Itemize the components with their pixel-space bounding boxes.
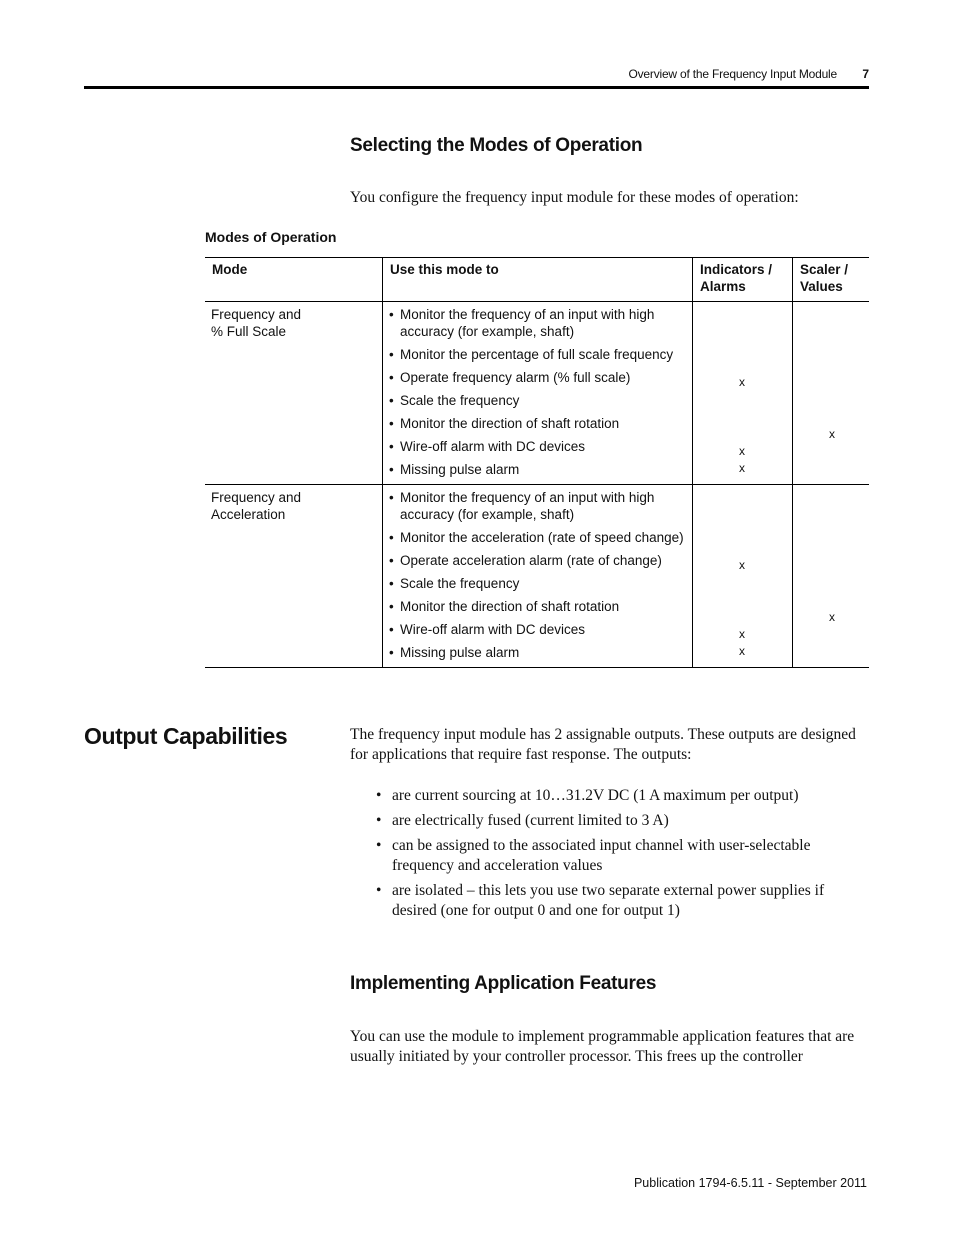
output-heading: Output Capabilities: [84, 723, 288, 749]
uses-cell: [383, 302, 693, 485]
features-intro: You can use the module to implement programmable application features that are usually initiated by your controller processor. This frees up the controller: [350, 1028, 855, 1065]
scaler-cell: [793, 302, 870, 485]
output-bullet-list: [376, 786, 866, 926]
col-header-mode: Mode: [205, 258, 383, 302]
list-item: • can be assigned to the associated input channel with user-selectable frequency and acceleration values: [376, 836, 866, 876]
col-header-scaler: Scaler / Values: [793, 258, 870, 302]
uses-list: [389, 306, 686, 478]
mode-cell: Frequency and Acceleration: [205, 485, 383, 668]
uses-list: [389, 489, 686, 661]
list-item: • are current sourcing at 10…31.2V DC (1 A maximum per output): [376, 786, 866, 806]
scaler-mark: x: [829, 610, 835, 624]
publication-footer: Publication 1794-6.5.11 - September 2011: [633, 1176, 867, 1190]
list-item: • Monitor the acceleration (rate of speed change): [389, 529, 686, 546]
table-row: [205, 302, 869, 485]
running-header: [84, 64, 869, 89]
list-item: • Missing pulse alarm: [389, 644, 686, 661]
list-item: • Monitor the frequency of an input with high accuracy (for example, shaft): [389, 489, 686, 523]
list-item: • Monitor the direction of shaft rotation: [389, 598, 686, 615]
features-heading: Implementing Application Features: [350, 973, 657, 994]
list-item: • Wire-off alarm with DC devices: [389, 621, 686, 638]
modes-table: [205, 257, 869, 668]
indicators-cell: [693, 302, 793, 485]
list-item: • Scale the frequency: [389, 392, 686, 409]
scaler-cell: [793, 485, 870, 668]
list-item: • Operate acceleration alarm (rate of change): [389, 552, 686, 569]
output-intro: The frequency input module has 2 assignable outputs. These outputs are designed for applications that require fast response. The outputs:: [350, 726, 856, 763]
table-header-row: [205, 258, 869, 302]
uses-cell: [383, 485, 693, 668]
col-header-indicators: Indicators / Alarms: [693, 258, 793, 302]
indicator-mark: x: [739, 375, 745, 389]
list-item: • Missing pulse alarm: [389, 461, 686, 478]
page-number: 7: [862, 67, 869, 81]
list-item: • Monitor the direction of shaft rotation: [389, 415, 686, 432]
running-title: Overview of the Frequency Input Module: [628, 67, 837, 81]
table-row: [205, 485, 869, 668]
list-item: • Wire-off alarm with DC devices: [389, 438, 686, 455]
indicator-mark: x: [739, 444, 745, 458]
scaler-mark: x: [829, 427, 835, 441]
list-item: • are isolated – this lets you use two separate external power supplies if desired (one for output 0 and one for output 1): [376, 881, 866, 921]
modes-heading: Selecting the Modes of Operation: [350, 135, 643, 156]
list-item: • are electrically fused (current limited to 3 A): [376, 811, 866, 831]
indicator-mark: x: [739, 461, 745, 475]
indicator-mark: x: [739, 558, 745, 572]
indicator-mark: x: [739, 627, 745, 641]
list-item: • Operate frequency alarm (% full scale): [389, 369, 686, 386]
list-item: • Monitor the frequency of an input with high accuracy (for example, shaft): [389, 306, 686, 340]
indicators-cell: [693, 485, 793, 668]
table-caption: Modes of Operation: [205, 229, 337, 245]
mode-cell: Frequency and % Full Scale: [205, 302, 383, 485]
list-item: • Monitor the percentage of full scale frequency: [389, 346, 686, 363]
list-item: • Scale the frequency: [389, 575, 686, 592]
col-header-use: Use this mode to: [383, 258, 693, 302]
modes-intro: You configure the frequency input module for these modes of operation:: [350, 189, 799, 206]
indicator-mark: x: [739, 644, 745, 658]
